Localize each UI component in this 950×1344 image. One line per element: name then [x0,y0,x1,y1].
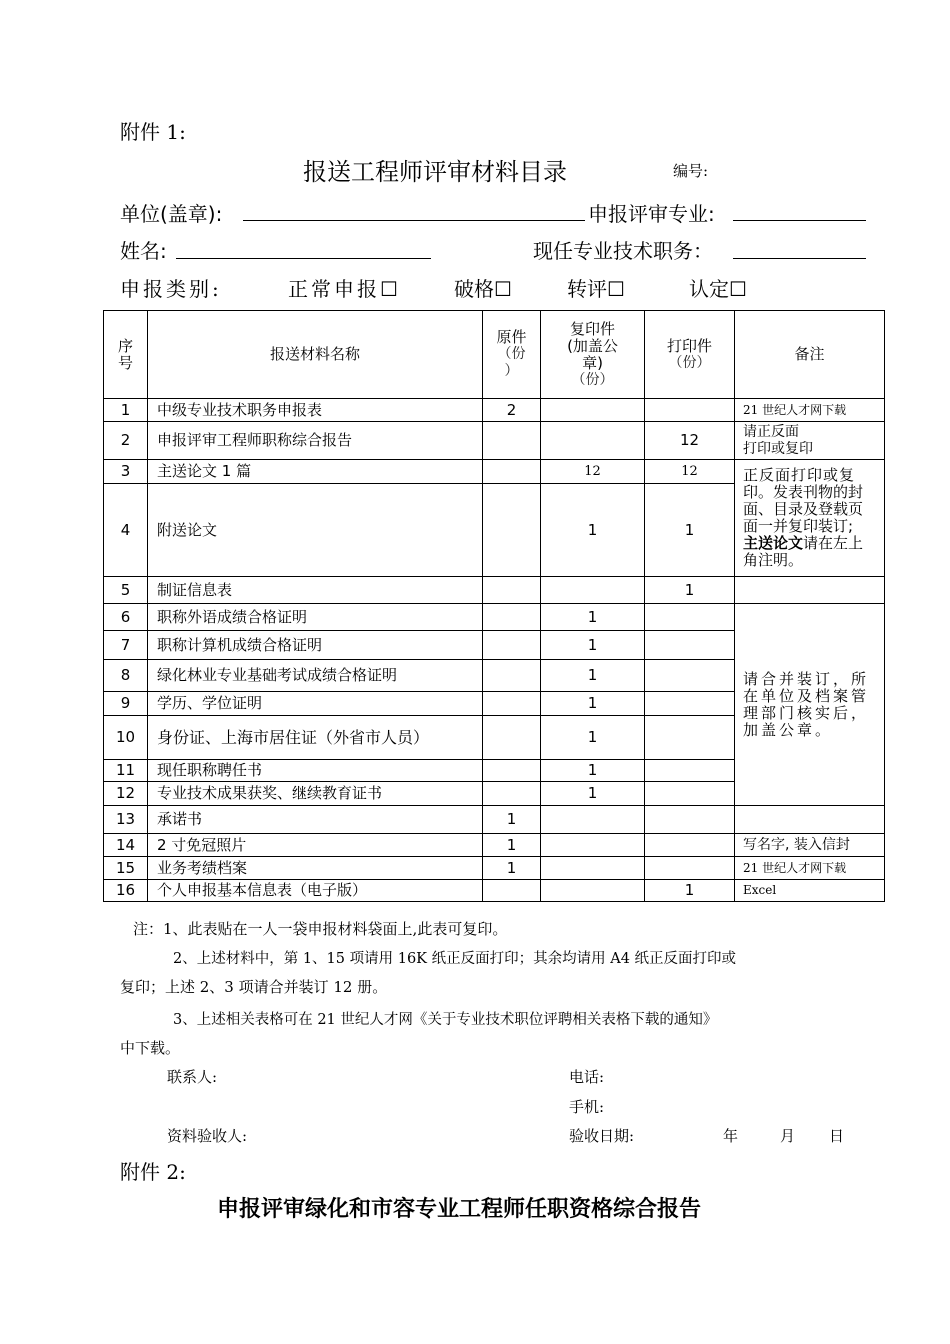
header-original [483,311,541,399]
header-print-line2: （份） [668,354,711,371]
header-print [645,311,735,399]
row-copy [541,880,645,902]
note-papers-bold: 主送论文 [743,534,804,552]
table-row [104,857,885,880]
row-note-papers [735,460,885,577]
row-no: 1 [104,399,148,422]
row-copy: 1 [541,782,645,806]
mobile-label: 手机: [569,1098,605,1116]
category-option-normal[interactable]: 正常申报☐ [288,277,401,301]
row-copy [541,422,645,460]
row-note: 写名字, 装入信封 [735,834,885,857]
table-row [104,399,885,422]
note-papers-line1: 正反面打印或复 [743,466,856,484]
header-original-line2: （份 [497,346,526,362]
header-seq [104,311,148,399]
row-name: 专业技术成果获奖、继续教育证书 [148,782,483,806]
row-print: 12 [645,460,735,484]
row-print [645,631,735,660]
row-original [483,422,541,460]
row-no: 4 [104,484,148,577]
row-print [645,399,735,422]
row-original [483,631,541,660]
page-title: 报送工程师评审材料目录 [303,158,567,186]
receiver-label: 资料验收人: [167,1127,248,1145]
row-name: 现任职称聘任书 [148,760,483,782]
row-copy: 12 [541,460,645,484]
table-header-row [104,311,885,399]
row-name: 承诺书 [148,806,483,834]
row-original [483,716,541,760]
row-name: 身份证、上海市居住证（外省市人员） [148,716,483,760]
row-no: 10 [104,716,148,760]
table-row [104,604,885,631]
row-print [645,806,735,834]
date-year: 年 [723,1127,739,1145]
row-note-merge: 请合并装订，所在单位及档案管理部门核实后，加盖公章。 [735,604,885,806]
row-no: 6 [104,604,148,631]
row-no: 15 [104,857,148,880]
row-copy: 1 [541,631,645,660]
major-label: 申报评审专业: [588,202,715,226]
receive-date-label: 验收日期: [569,1127,635,1145]
row-name: 职称外语成绩合格证明 [148,604,483,631]
row-note: Excel [735,880,885,902]
row-name: 学历、学位证明 [148,692,483,716]
row-name: 职称计算机成绩合格证明 [148,631,483,660]
category-option-transfer[interactable]: 转评☐ [567,277,625,301]
row-copy [541,806,645,834]
phone-label: 电话: [569,1068,605,1086]
category-label: 申报类别: [120,277,222,301]
row-print: 12 [645,422,735,460]
row-print [645,660,735,692]
note-2-line1: 2、上述材料中，第 1、15 项请用 16K 纸正反面打印；其余均请用 A4 纸正反面打印或 [173,951,737,967]
row-copy: 1 [541,484,645,577]
header-original-line1: 原件 [496,328,527,346]
table-row [104,880,885,902]
row-name: 主送论文 1 篇 [148,460,483,484]
row-print [645,692,735,716]
major-field-line[interactable] [733,220,866,221]
header-copy-line2: (加盖公 [567,336,618,355]
row-note [735,806,885,834]
row-original [483,760,541,782]
row-print [645,782,735,806]
row-note: 21 世纪人才网下载 [735,857,885,880]
row-print [645,857,735,880]
row-no: 9 [104,692,148,716]
header-copy-line1: 复印件 [569,319,615,338]
row-print [645,716,735,760]
row-name: 制证信息表 [148,577,483,604]
row-copy: 1 [541,760,645,782]
row-print [645,760,735,782]
name-field-line[interactable] [176,258,431,259]
note-papers-line5 [743,535,880,552]
row-note: 请正反面 打印或复印 [735,422,885,460]
row-original: 1 [483,857,541,880]
row-note [735,577,885,604]
header-name: 报送材料名称 [148,311,483,399]
note-3-line2: 中下载。 [120,1039,181,1057]
contact-person-label: 联系人: [167,1068,218,1086]
category-option-certify[interactable]: 认定☐ [689,277,747,301]
row-original [483,484,541,577]
row-original [483,577,541,604]
row-original: 1 [483,834,541,857]
row-copy: 1 [541,692,645,716]
table-row [104,577,885,604]
position-field-line[interactable] [733,258,866,259]
note-papers-line6: 角注明。 [743,551,804,569]
row-name: 个人申报基本信息表（电子版） [148,880,483,902]
serial-number-label: 编号: [673,162,709,180]
row-copy [541,834,645,857]
table-row [104,460,885,484]
row-print: 1 [645,484,735,577]
row-original [483,460,541,484]
row-no: 16 [104,880,148,902]
header-print-line1: 打印件 [666,336,712,355]
note-papers-tail: 请在左上 [803,534,864,552]
header-copy [541,311,645,399]
row-no: 2 [104,422,148,460]
row-original [483,604,541,631]
row-copy [541,857,645,880]
materials-table [103,310,885,902]
date-month: 月 [780,1127,796,1145]
row-no: 12 [104,782,148,806]
note-2-line2: 复印；上述 2、3 项请合并装订 12 册。 [120,978,388,996]
note-papers-line3: 面、目录及登载页 [743,500,864,518]
row-name: 业务考绩档案 [148,857,483,880]
row-no: 14 [104,834,148,857]
row-original [483,782,541,806]
row-no: 7 [104,631,148,660]
row-name: 附送论文 [148,484,483,577]
row-copy: 1 [541,660,645,692]
row-name: 申报评审工程师职称综合报告 [148,422,483,460]
row-name: 2 寸免冠照片 [148,834,483,857]
date-day: 日 [829,1127,845,1145]
attachment-2-label: 附件 2: [120,1160,186,1184]
row-print [645,604,735,631]
header-seq-line1: 序 [117,336,133,355]
note-papers-line4: 面一并复印装订; [743,517,854,535]
row-no: 5 [104,577,148,604]
attachment-1-label: 附件 1: [120,120,186,144]
row-no: 3 [104,460,148,484]
row-original [483,660,541,692]
row-copy: 1 [541,604,645,631]
row-no: 11 [104,760,148,782]
row-print [645,834,735,857]
table-row [104,834,885,857]
table-row [104,422,885,460]
row-copy: 1 [541,716,645,760]
unit-label: 单位(盖章): [120,202,223,226]
row-original [483,692,541,716]
row-copy [541,577,645,604]
row-original: 2 [483,399,541,422]
report-title: 申报评审绿化和市容专业工程师任职资格综合报告 [217,1196,702,1222]
row-no: 13 [104,806,148,834]
position-label: 现任专业技术职务： [533,239,713,263]
header-note: 备注 [735,311,885,399]
row-original [483,880,541,902]
row-name: 绿化林业专业基础考试成绩合格证明 [148,660,483,692]
row-original: 1 [483,806,541,834]
table-row [104,806,885,834]
note-papers-line2: 印。发表刊物的封 [743,483,864,501]
header-seq-line2: 号 [117,353,133,372]
header-copy-line4: （份） [571,371,614,388]
row-copy [541,399,645,422]
row-print: 1 [645,577,735,604]
row-no: 8 [104,660,148,692]
row-note: 21 世纪人才网下载 [735,399,885,422]
row-name: 中级专业技术职务申报表 [148,399,483,422]
note-3-line1: 3、上述相关表格可在 21 世纪人才网《关于专业技术职位评聘相关表格下载的通知》 [173,1012,718,1028]
unit-field-line[interactable] [243,220,585,221]
header-original-line3: ） [504,363,519,379]
row-print: 1 [645,880,735,902]
name-label: 姓名: [120,239,167,263]
note-1: 注：1、此表贴在一人一袋申报材料袋面上,此表可复印。 [133,920,508,938]
category-option-exceptional[interactable]: 破格☐ [454,277,512,301]
header-copy-line3: 章) [582,353,603,372]
